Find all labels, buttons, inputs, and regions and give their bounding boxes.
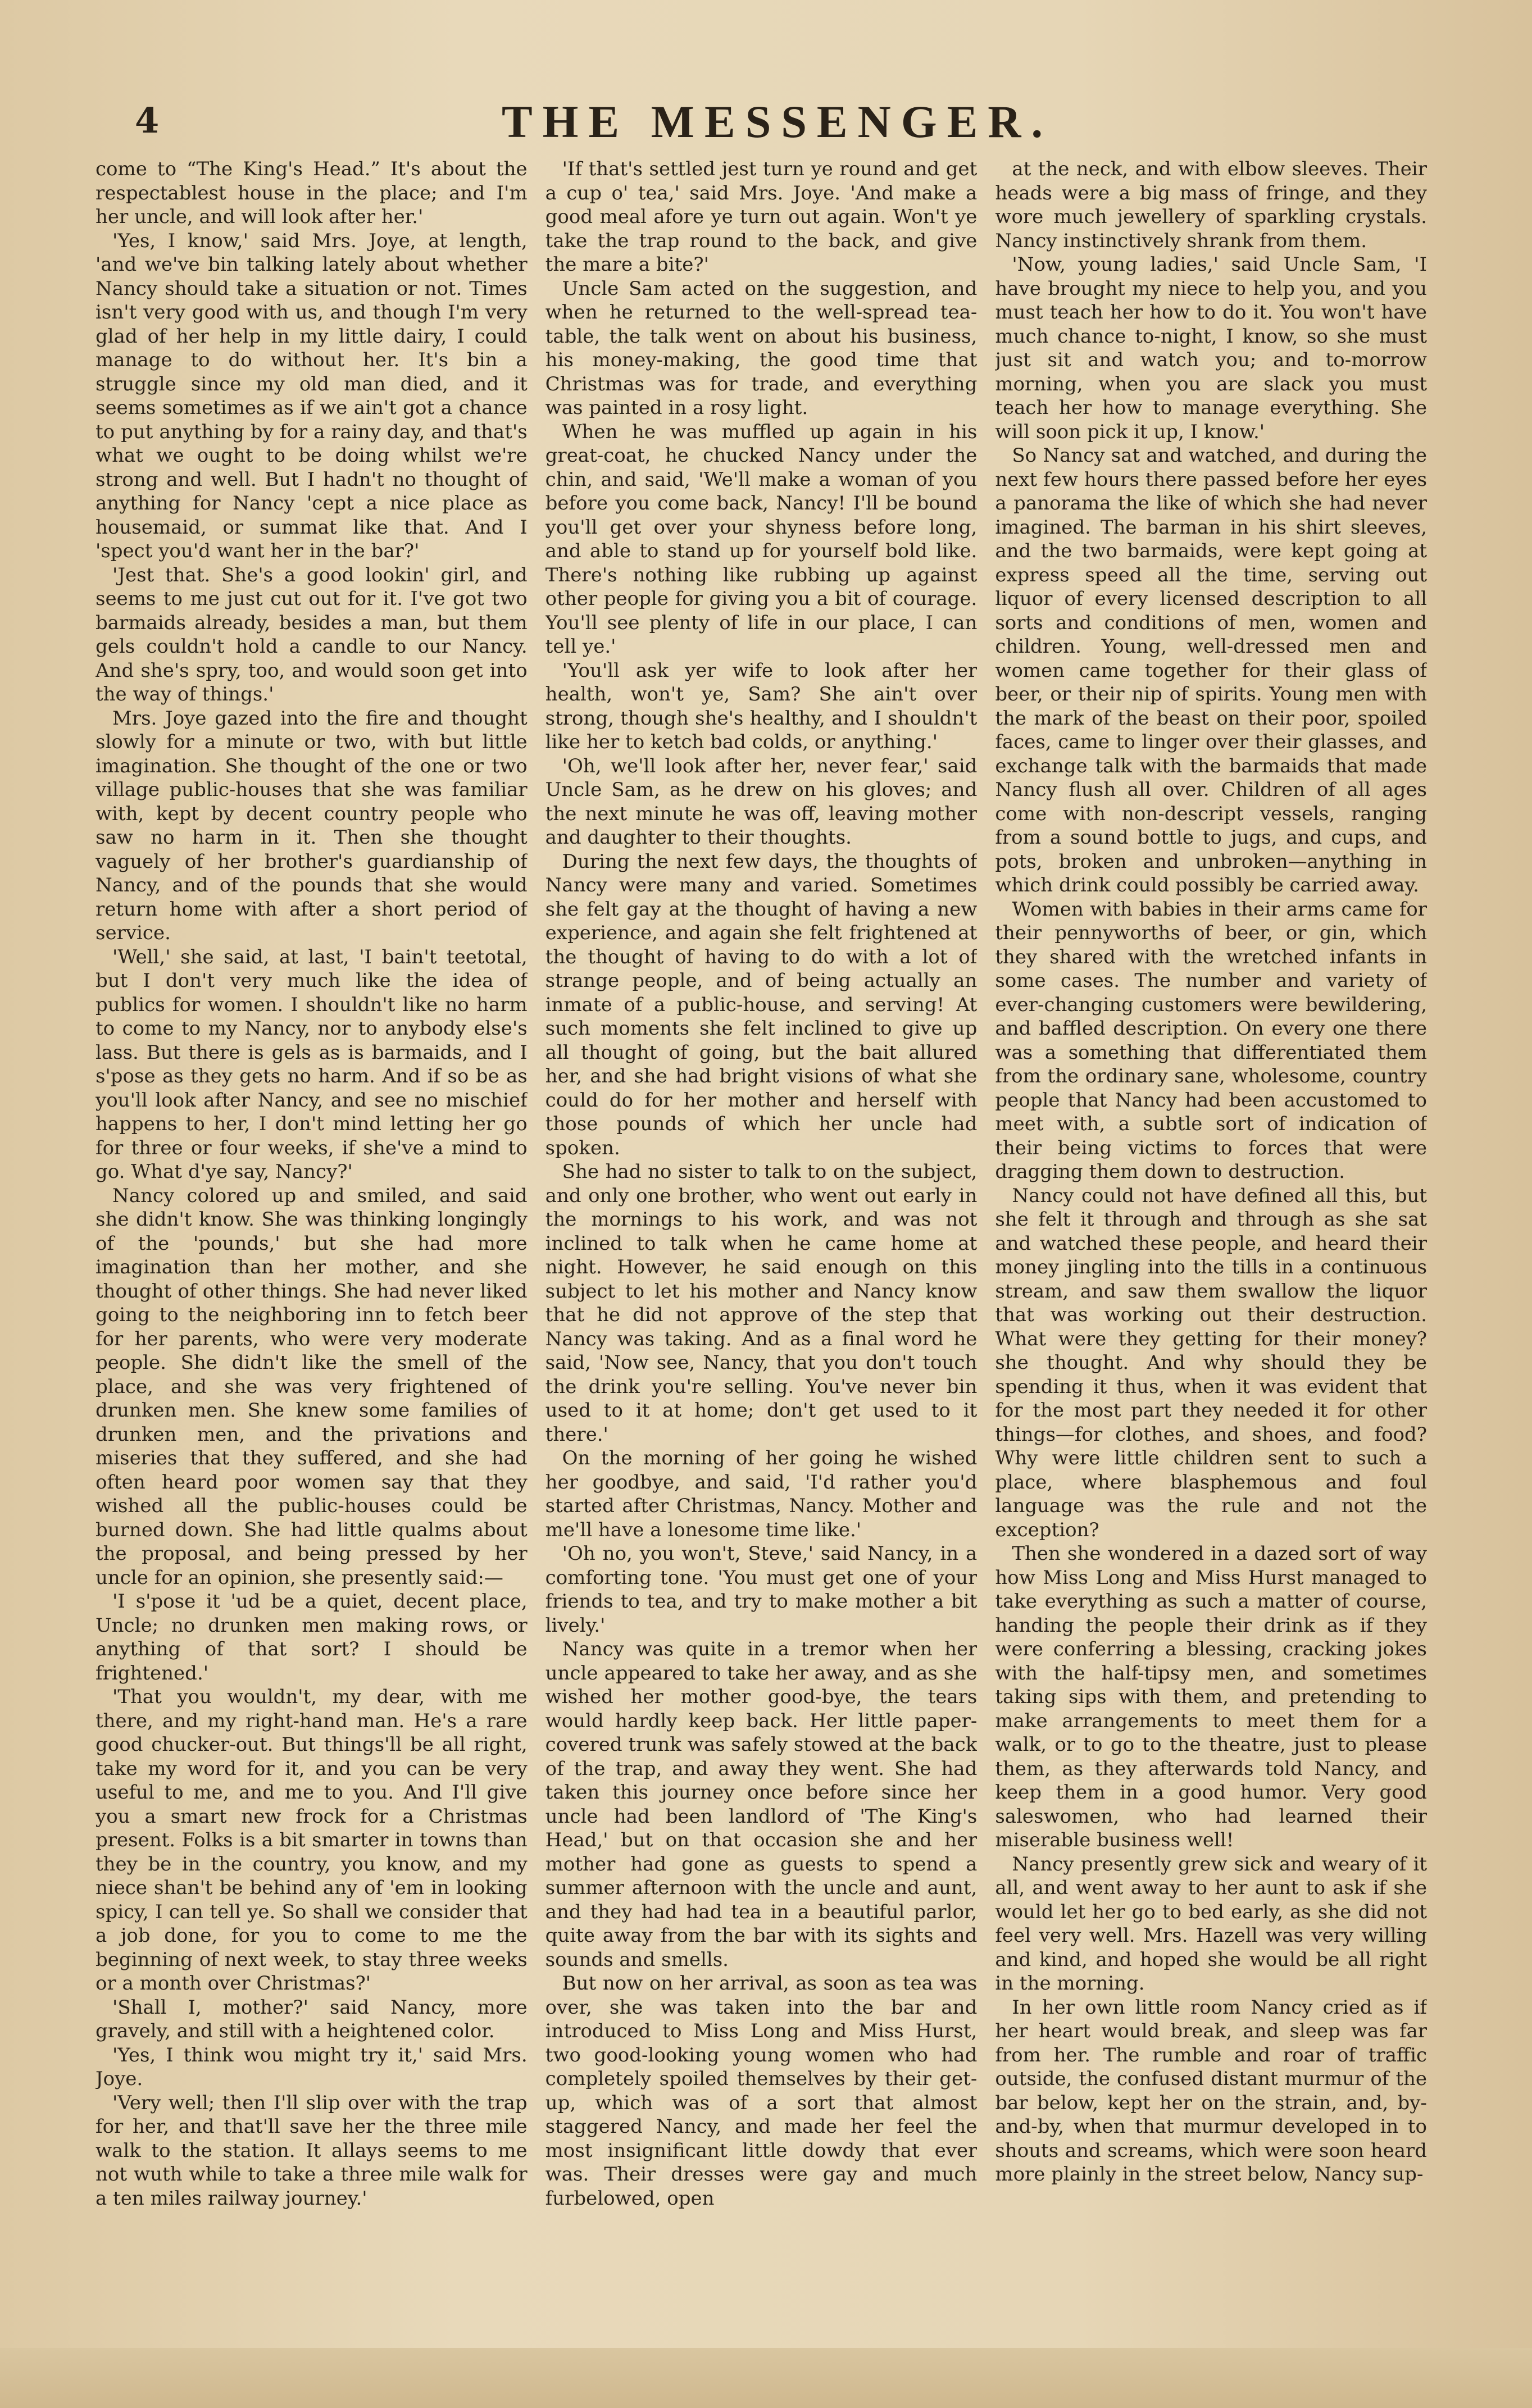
page-header <box>90 95 1465 157</box>
page-bottom-margin <box>0 2348 1532 2408</box>
paragraph: 'If that's settled jest turn ye round and get a cup o' tea,' said Mrs. Joye. 'And make a good meal afore ye turn out again. Won't ye take the trap round to the back, and give the mare a bite?' <box>545 158 978 276</box>
paragraph: 'Very well; then I'll slip over with the trap for her, and that'll save her the three mile walk to the station. It allays seems to me not wuth while to take a three mile walk for a ten miles railway journey.' <box>96 2091 528 2210</box>
paragraph: 'You'll ask yer wife to look after her health, won't ye, Sam? She ain't over strong, though she's healthy, and I shouldn't like her to ketch bad colds, or anything.' <box>545 659 978 753</box>
paragraph: 'Jest that. She's a good lookin' girl, and seems to me just cut out for it. I've got two barmaids already, besides a man, but them gels couldn't hold a candle to our Nancy. And she's spry, too, and would soon get into the way of things.' <box>96 563 528 705</box>
paragraph: 'Yes, I think wou might try it,' said Mrs. Joye. <box>96 2043 528 2090</box>
paragraph: But now on her arrival, as soon as tea was over, she was taken into the bar and introduced to Miss Long and Miss Hurst, two good-looking young women who had completely spoiled themselves by their get-up, which was of a sort that almost staggered Nancy, and made her feel the most insignificant little dowdy that ever was. Their dresses were gay and much furbelowed, open <box>545 1972 978 2210</box>
paragraph: On the morning of her going he wished her goodbye, and said, 'I'd rather you'd started after Christmas, Nancy. Mother and me'll have a lonesome time like.' <box>545 1447 978 1541</box>
page-number: 4 <box>135 100 160 141</box>
paragraph: Nancy could not have defined all this, but she felt it through and through as she sat and watched these people, and heard their money jingling into the tills in a continuous stream, and saw them swallow the liquor that was working out their destruction. What were they getting for their money? she thought. And why should they be spending it thus, when it was evident that for the most part they needed it for other things—for clothes, and shoes, and food? Why were little children sent to such a place, where blasphemous and foul language was the rule and not the exception? <box>995 1184 1428 1541</box>
paragraph: Nancy colored up and smiled, and said she didn't know. She was thinking longingly of the 'pounds,' but she had more imagination than her mother, and she thought of other things. She had never liked going to the neighboring inn to fetch beer for her parents, who were very moderate people. She didn't like the smell of the place, and she was very frightened of drunken men. She knew some families of drunken men, and the privations and miseries that they suffered, and she had often heard poor women say that they wished all the public-houses could be burned down. She had little qualms about the proposal, and being pressed by her uncle for an opinion, she presently said:— <box>96 1184 528 1589</box>
paragraph: 'Well,' she said, at last, 'I bain't teetotal, but I don't very much like the idea of publics for women. I shouldn't like no harm to come to my Nancy, nor to anybody else's lass. But there is gels as is barmaids, and I s'pose as they gets no harm. And if so be as you'll look after Nancy, and see no mischief happens to her, I don't mind letting her go for three or four weeks, if she've a mind to go. What d'ye say, Nancy?' <box>96 945 528 1183</box>
article-columns <box>96 157 1427 2337</box>
paragraph: 'Yes, I know,' said Mrs. Joye, at length, 'and we've bin talking lately about whether Nancy should take a situation or not. Times isn't very good with us, and though I'm very glad of her help in my little dairy, I could manage to do without her. It's bin a struggle since my old man died, and it seems sometimes as if we ain't got a chance to put anything by for a rainy day, and that's what we ought to be doing whilst we're strong and well. But I hadn't no thought of anything for Nancy 'cept a nice place as housemaid, or summat like that. And I 'spect you'd want her in the bar?' <box>96 229 528 562</box>
paragraph: During the next few days, the thoughts of Nancy were many and varied. Sometimes she felt gay at the thought of having a new experience, and again she felt frightened at the thought of having to do with a lot of strange people, and of being actually an inmate of a public-house, and serving! At such moments she felt inclined to give up all thought of going, but the bait allured her, and she had bright visions of what she could do for her mother and herself with those pounds of which her uncle had spoken. <box>545 850 978 1159</box>
column-3 <box>995 157 1427 2337</box>
paragraph: 'Oh no, you won't, Steve,' said Nancy, in a comforting tone. 'You must get one of your friends to tea, and try to make mother a bit lively.' <box>545 1542 978 1637</box>
paragraph: Nancy was quite in a tremor when her uncle appeared to take her away, and as she wished her mother good-bye, the tears would hardly keep back. Her little paper-covered trunk was safely stowed at the back of the trap, and away they went. She had taken this journey once before since her uncle had been landlord of 'The King's Head,' but on that occasion she and her mother had gone as guests to spend a summer afternoon with the uncle and aunt, and they had had tea in a beautiful parlor, quite away from the bar with its sights and sounds and smells. <box>545 1638 978 1971</box>
paragraph: Nancy presently grew sick and weary of it all, and went away to her aunt to ask if she would let her go to bed early, as she did not feel very well. Mrs. Hazell was very willing and kind, and hoped she would be all right in the morning. <box>995 1852 1428 1995</box>
paragraph: Women with babies in their arms came for their pennyworths of beer, or gin, which they shared with the wretched infants in some cases. The number and variety of ever-changing customers were bewildering, and baffled description. On every one there was a something that differentiated them from the ordinary sane, wholesome, country people that Nancy had been accustomed to meet with, a subtle sort of indication of their being victims to forces that were dragging them down to destruction. <box>995 898 1428 1183</box>
column-2 <box>545 157 978 2337</box>
paragraph: come to “The King's Head.” It's about the respectablest house in the place; and I'm her uncle, and will look after her.' <box>96 158 528 228</box>
paragraph: So Nancy sat and watched, and during the next few hours there passed before her eyes a panorama the like of which she had never imagined. The barman in his shirt sleeves, and the two barmaids, were kept going at express speed all the time, serving out liquor of every licensed description to all sorts and conditions of men, women and children. Young, well-dressed men and women came together for their glass of beer, or their nip of spirits. Young men with the mark of the beast on their poor, spoiled faces, came to linger over their glasses, and exchange talk with the barmaids that made Nancy flush all over. Children of all ages come with non-descript vessels, ranging from a sound bottle to jugs, and cups, and pots, broken and unbroken—anything in which drink could possibly be carried away. <box>995 444 1428 896</box>
paragraph: at the neck, and with elbow sleeves. Their heads were a big mass of fringe, and they wore much jewellery of sparkling crystals. Nancy instinctively shrank from them. <box>995 158 1428 252</box>
paragraph: Then she wondered in a dazed sort of way how Miss Long and Miss Hurst managed to take everything as such a matter of course, handing the people their drink as if they were conferring a blessing, cracking jokes with the half-tipsy men, and sometimes taking sips with them, and pretending to make arrangements to meet them for a walk, or to go to the theatre, just to please them, as they afterwards told Nancy, and keep them in a good humor. Very good saleswomen, who had learned their miserable business well! <box>995 1542 1428 1851</box>
paragraph: In her own little room Nancy cried as if her heart would break, and sleep was far from her. The rumble and roar of traffic outside, the confused distant murmur of the bar below, kept her on the strain, and, by-and-by, when that murmur developed in to shouts and screams, which were soon heard more plainly in the street below, Nancy sup- <box>995 1996 1428 2186</box>
paragraph: 'Oh, we'll look after her, never fear,' said Uncle Sam, as he drew on his gloves; and the next minute he was off, leaving mother and daughter to their thoughts. <box>545 754 978 849</box>
column-1 <box>96 157 528 2337</box>
paragraph: 'I s'pose it 'ud be a quiet, decent place, Uncle; no drunken men making rows, or anything of that sort? I should be frightened.' <box>96 1590 528 1685</box>
paragraph: When he was muffled up again in his great-coat, he chucked Nancy under the chin, and said, 'We'll make a woman of you before you come back, Nancy! I'll be bound you'll get over your shyness before long, and able to stand up for yourself bold like. There's nothing like rubbing up against other people for giving you a bit of courage. You'll see plenty of life in our place, I can tell ye.' <box>545 420 978 658</box>
paragraph: She had no sister to talk to on the subject, and only one brother, who went out early in the mornings to his work, and was not inclined to talk when he came home at night. However, he said enough on this subject to let his mother and Nancy know that he did not approve of the step that Nancy was taking. And as a final word he said, 'Now see, Nancy, that you don't touch the drink you're selling. You've never bin used to it at home; don't get used to it there.' <box>545 1160 978 1446</box>
masthead-title: THE MESSENGER. <box>501 96 1053 147</box>
paragraph: Uncle Sam acted on the suggestion, and when he returned to the well-spread tea-table, the talk went on about his business, his money-making, the good time that Christmas was for trade, and everything was painted in a rosy light. <box>545 277 978 419</box>
paragraph: 'Shall I, mother?' said Nancy, more gravely, and still with a heightened color. <box>96 1996 528 2042</box>
paragraph: 'That you wouldn't, my dear, with me there, and my right-hand man. He's a rare good chucker-out. But things'll be all right, take my word for it, and you can be very useful to me, and me to you. And I'll give you a smart new frock for a Christmas present. Folks is a bit smarter in towns than they be in the country, you know, and my niece shan't be behind any of 'em in looking spicy, I can tell ye. So shall we consider that a job done, for you to come to me the beginning of next week, to stay three weeks or a month over Christmas?' <box>96 1686 528 1995</box>
paragraph: 'Now, young ladies,' said Uncle Sam, 'I have brought my niece to help you, and you must teach her how to do it. You won't have much chance to-night, I know, so she must just sit and watch you; and to-morrow morning, when you are slack you must teach her how to manage everything. She will soon pick it up, I know.' <box>995 253 1428 443</box>
paragraph: Mrs. Joye gazed into the fire and thought slowly for a minute or two, with but little imagination. She thought of the one or two village public-houses that she was familiar with, kept by decent country people who saw no harm in it. Then she thought vaguely of her brother's guardianship of Nancy, and of the pounds that she would return home with after a short period of service. <box>96 707 528 944</box>
